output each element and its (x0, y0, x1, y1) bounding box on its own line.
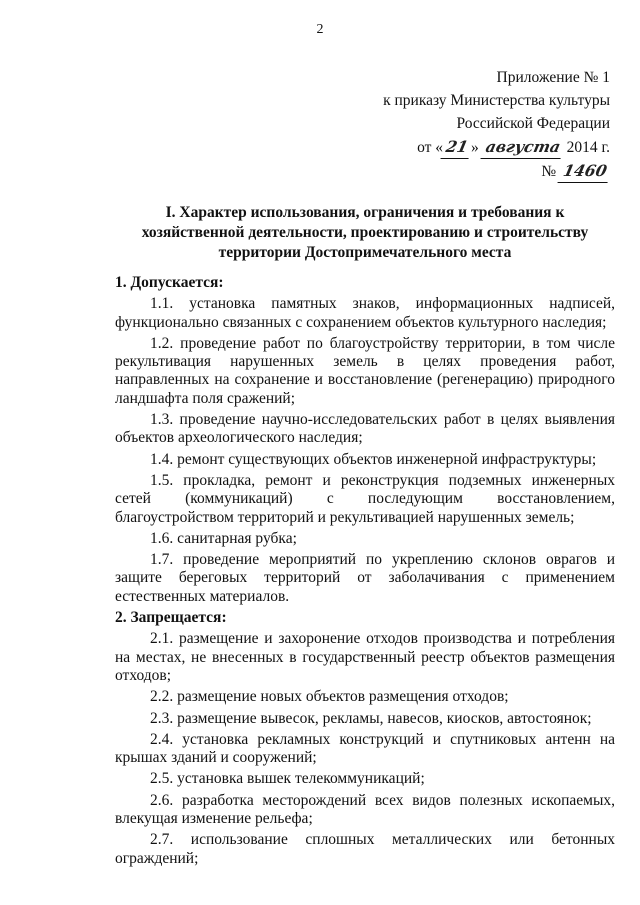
list-item: 2.6. разработка месторождений всех видов полезных ископаемых, влекущая изменение рельефа; (115, 791, 615, 828)
document-body (115, 274, 615, 871)
list-item: 2.4. установка рекламных конструкций и спутниковых антенн на крышах зданий и сооружений; (115, 730, 615, 767)
page-number: 2 (316, 22, 324, 37)
date-prefix: от « (417, 139, 444, 156)
list-item: 2.2. размещение новых объектов размещения отходов; (150, 688, 509, 706)
date-year: 2014 г. (566, 139, 610, 156)
list-item: 2.3. размещение вывесок, рекламы, навесов, киосков, автостоянок; (150, 709, 592, 727)
list-item: 1.5. прокладка, ремонт и реконструкция подземных инженерных сетей (коммуникаций) с последующим восстановлением, благоустройством территорий и рекультивацией нарушенных земель; (115, 471, 615, 526)
appendix-ministry: Российской Федерации (456, 115, 610, 132)
list-item: 2.1. размещение и захоронение отходов производства и потребления на местах, не внесенных в государственный реестр объектов размещения отходов; (115, 630, 615, 684)
date-mid: » (471, 139, 479, 156)
appendix-date-line (310, 135, 610, 159)
handwritten-month: августа (480, 135, 565, 159)
list-item: 1.4. ремонт существующих объектов инженерной инфраструктуры; (150, 450, 597, 468)
handwritten-number: 1460 (557, 159, 612, 183)
list-item: 1.1. установка памятных знаков, информационных надписей, функционально связанных с сохранением объектов культурного наследия; (115, 295, 615, 331)
appendix-block (310, 66, 610, 183)
appendix-number-line (310, 159, 610, 183)
section-heading-prohibited: 2. Запрещается: (115, 609, 227, 627)
appendix-order-reference: к приказу Министерства культуры (383, 92, 610, 109)
section-heading-allowed: 1. Допускается: (115, 274, 224, 291)
list-item: 1.7. проведение мероприятий по укреплению склонов оврагов и защите береговых территорий от заболачивания с применением естественных материалов. (115, 551, 615, 605)
document-title: I. Характер использования, ограничения и требования к хозяйственной деятельности, проектированию и строительству территории Достопримечательного места (141, 204, 589, 261)
appendix-title: Приложение № 1 (496, 69, 610, 86)
number-prefix: № (541, 163, 557, 180)
list-item: 2.5. установка вышек телекоммуникаций; (150, 770, 425, 788)
list-item: 2.7. использование сплошных металлических или бетонных ограждений; (115, 831, 615, 867)
list-item: 1.6. санитарная рубка; (150, 529, 297, 547)
handwritten-day: 21 (440, 135, 473, 159)
list-item: 1.2. проведение работ по благоустройству территории, в том числе рекультивация нарушенных земель в целях проведения работ, направленных на сохранение и восстановление (регенерацию) природного ландшафта поля сражений; (115, 334, 615, 407)
list-item: 1.3. проведение научно-исследовательских работ в целях выявления объектов археологического наследия; (115, 411, 615, 447)
